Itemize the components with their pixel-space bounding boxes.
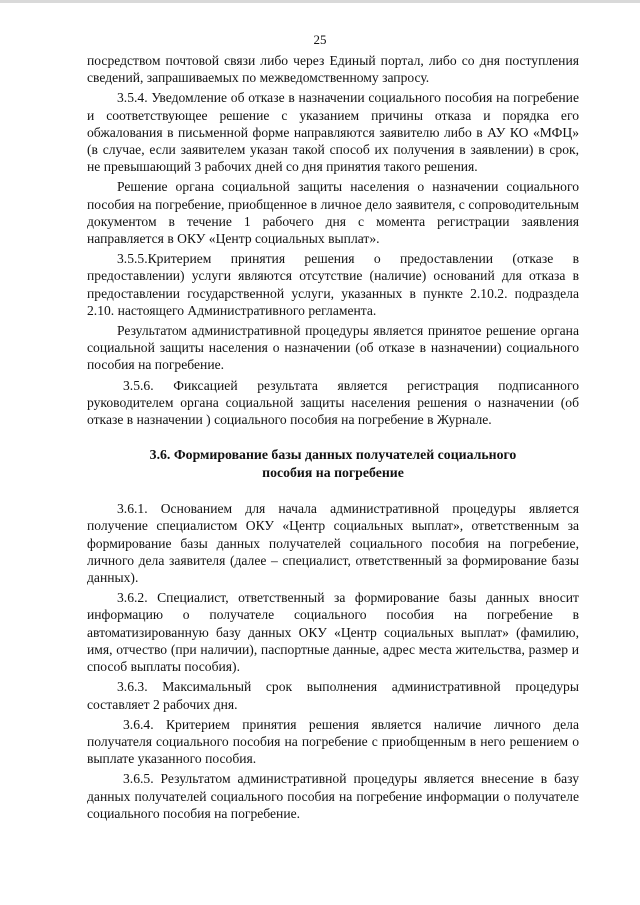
page-number: 25 [313,32,327,47]
section-heading [87,446,579,482]
section-heading-line-1: 3.6. Формирование базы данных получателей социального [149,447,517,463]
section-3-5-end [87,52,579,428]
scan-top-edge [0,0,640,3]
document-body [87,52,579,825]
paragraph: Решение органа социальной защиты населения о назначении социального пособия на погребение, приобщенное в личное дело заявителя, с сопроводительным документом в течение 1 рабочего дня с момента регистрации заявления направляется в ОКУ «Центр социальных выплат». [87,179,579,247]
paragraph: 3.6.5. Результатом административной процедуры является внесение в базу данных получателей социального пособия на погребение информации о получателе социального пособия на погребение. [87,771,579,821]
paragraph: 3.5.4. Уведомление об отказе в назначении социального пособия на погребение и соответствующее решение с указанием причины отказа и порядка его обжалования в письменной форме направляются заявителю либо в АУ КО «МФЦ» (в случае, если заявителем указан такой способ их получения в заявлении) в срок, не превышающий 3 рабочих дней со дня принятия такого решения. [87,90,579,175]
paragraph: 3.6.3. Максимальный срок выполнения административной процедуры составляет 2 рабочих дня. [87,679,579,712]
paragraph: 3.5.5.Критерием принятия решения о предоставлении (отказе в предоставлении) услуги являются отсутствие (наличие) оснований для отказа в предоставлении государственной услуги, указанных в пункте 2.10.2. подраздела 2.10. настоящего Административного регламента. [87,251,579,318]
paragraph: 3.5.6. Фиксацией результата является регистрация подписанного руководителем органа социальной защиты населения решения о назначении (об отказе в назначении ) социального пособия на погребение в Журнале. [87,377,579,428]
paragraph: 3.6.2. Специалист, ответственный за формирование базы данных вносит информацию о получателе социального пособия на погребение в автоматизированную базу данных ОКУ «Центр социальных выплат» (фамилию, имя, отчество (при наличии), паспортные данные, адрес места жительства, размер и способ выплаты пособия). [87,590,579,675]
paragraph: Результатом административной процедуры является принятое решение органа социальной защиты населения о назначении (об отказе в назначении) социального пособия на погребение. [87,323,579,373]
paragraph: 3.6.4. Критерием принятия решения является наличие личного дела получателя социального пособия на погребение с приобщенным в него решением о выплате указанного пособия. [87,716,579,767]
paragraph: посредством почтовой связи либо через Единый портал, либо со дня поступления сведений, запрашиваемых по межведомственному запросу. [87,53,579,86]
section-3-6 [87,500,579,822]
section-heading-line-2: пособия на погребение [262,465,404,481]
paragraph: 3.6.1. Основанием для начала административной процедуры является получение специалистом ОКУ «Центр социальных выплат», ответственным за формирование базы данных получателей социального пособия на погребение, личного дела заявителя (далее – специалист, ответственный за формирование базы данных). [87,501,579,586]
